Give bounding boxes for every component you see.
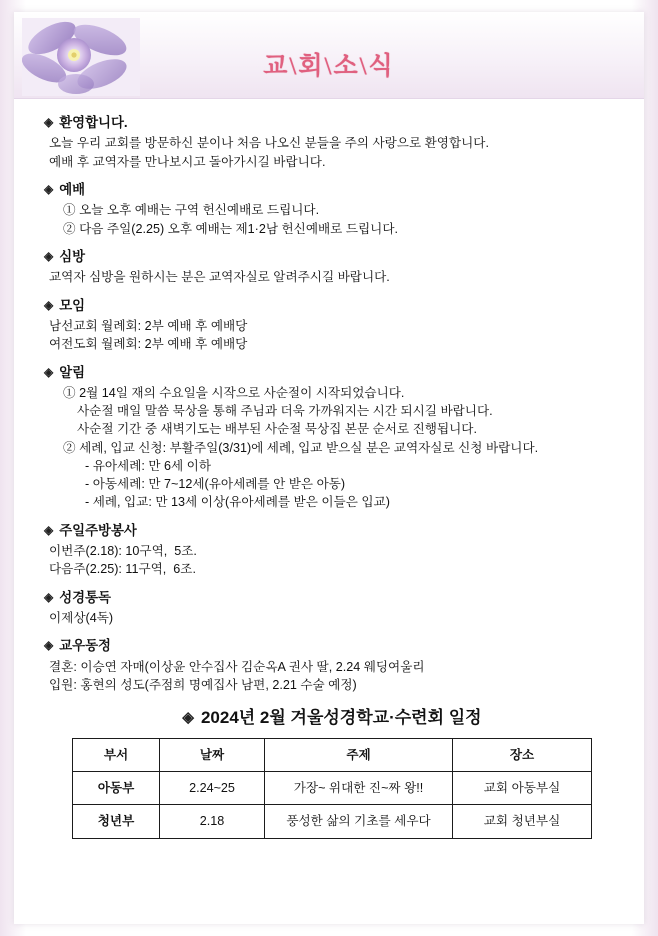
cell-department: 청년부 [73,805,160,838]
section-title: 심방 [59,248,86,264]
schedule-title: 2024년 2월 겨울성경학교·수련회 일정 [200,708,482,728]
section-heading [44,296,620,315]
table-header-row [73,738,592,771]
schedule-heading [44,706,620,731]
section-body [44,384,620,512]
section-title: 모임 [59,297,86,313]
section-line: 다음주(2.25): 11구역, 6조. [49,562,196,577]
section-bible-reading [44,588,620,628]
section-body [44,317,620,354]
section-line: ② 다음 주일(2.25) 오후 예배는 제1·2남 헌신예배로 드립니다. [63,221,398,236]
section-line: 교역자 심방을 원하시는 분은 교역자실로 알려주시길 바랍니다. [49,270,390,285]
section-heading [44,247,620,266]
section-title: 알림 [59,364,86,380]
cell-place: 교회 아동부실 [453,772,592,805]
section-line: - 아동세례: 만 7~12세(유아세례를 안 받은 아동) [85,477,346,492]
cell-place: 교회 청년부실 [453,805,592,838]
section-line: 입원: 홍현의 성도(주점희 명예집사 남편, 2.21 수술 예정) [49,678,357,692]
cell-date: 2.18 [160,805,265,838]
section-line: 이번주(2.18): 10구역, 5조. [49,544,197,559]
section-line: 여전도회 월례회: 2부 예배 후 예배당 [49,337,248,352]
section-heading [44,113,620,132]
column-header-date: 날짜 [160,738,265,771]
section-body [44,201,620,238]
section-meetings [44,296,620,354]
diamond-bullet-icon: ◈ [44,181,54,196]
diamond-bullet-icon: ◈ [44,589,54,604]
section-line: 결혼: 이승연 자매(이상윤 안수집사 김순옥A 권사 딸, 2.24 웨딩여울리 [49,659,425,674]
section-title: 환영합니다. [59,115,128,130]
diamond-bullet-icon: ◈ [44,522,54,537]
bulletin-sheet [14,12,644,924]
section-title: 예배 [59,181,86,197]
section-kitchen-service [44,521,620,579]
section-line: 남선교회 월례회: 2부 예배 후 예배당 [49,319,248,333]
table-row [73,772,592,805]
diamond-bullet-icon: ◈ [44,364,54,379]
section-heading [44,636,620,655]
bulletin-header [14,12,644,99]
table-row [73,805,592,838]
section-body [44,609,620,627]
section-line: ② 세례, 입교 신청: 부활주일(3/31)에 세례, 입교 받으실 분은 교역자실로 신청 바랍니다. [63,440,539,455]
section-title: 교우동정 [59,638,111,654]
diamond-bullet-icon: ◈ [44,638,54,653]
schedule-table [72,738,592,839]
column-header-department: 부서 [73,738,160,771]
section-line: - 유아세례: 만 6세 이하 [85,458,212,473]
cell-department: 아동부 [73,772,160,805]
cell-date: 2.24~25 [160,772,265,805]
section-line: ① 2월 14일 재의 수요일을 시작으로 사순절이 시작되었습니다. [63,385,405,400]
section-body [44,268,620,286]
section-heading [44,521,620,540]
section-line: 예배 후 교역자를 만나보시고 돌아가시길 바랍니다. [49,154,326,169]
cell-theme: 가장~ 위대한 진~짜 왕!! [265,772,453,805]
diamond-bullet-icon: ◈ [44,248,54,263]
section-heading [44,363,620,382]
section-line: 사순절 기간 중 새벽기도는 배부된 사순절 묵상집 본문 순서로 진행됩니다. [77,422,477,437]
column-header-theme: 주제 [265,738,453,771]
section-line: 이제상(4독) [49,611,114,626]
section-line: 사순절 매일 말씀 묵상을 통해 주님과 더욱 가까워지는 시간 되시길 바랍니다. [77,404,493,419]
diamond-bullet-icon: ◈ [44,297,54,312]
section-body [44,658,620,695]
section-heading [44,588,620,607]
section-title: 주일주방봉사 [59,522,137,538]
diamond-bullet-icon: ◈ [44,115,54,129]
section-body [44,542,620,579]
section-line: - 세례, 입교: 만 13세 이상(유아세례를 받은 이들은 입교) [85,495,390,510]
diamond-bullet-icon: ◈ [182,709,194,727]
section-notices [44,363,620,512]
announcements-area [14,99,644,839]
section-welcome [44,113,620,171]
section-visitation [44,247,620,287]
section-heading [44,180,620,199]
section-line: 오늘 우리 교회를 방문하신 분이나 처음 나오신 분들을 주의 사랑으로 환영합니다. [49,136,489,151]
cell-theme: 풍성한 삶의 기초를 세우다 [265,805,453,838]
page-title: 교\회\소\식 [263,53,395,80]
section-line: ① 오늘 오후 예배는 구역 헌신예배로 드립니다. [63,203,320,218]
section-title: 성경통독 [59,589,111,605]
section-worship [44,180,620,238]
section-member-news [44,636,620,694]
section-body [44,134,620,171]
bulletin-content [14,12,644,924]
column-header-place: 장소 [453,738,592,771]
